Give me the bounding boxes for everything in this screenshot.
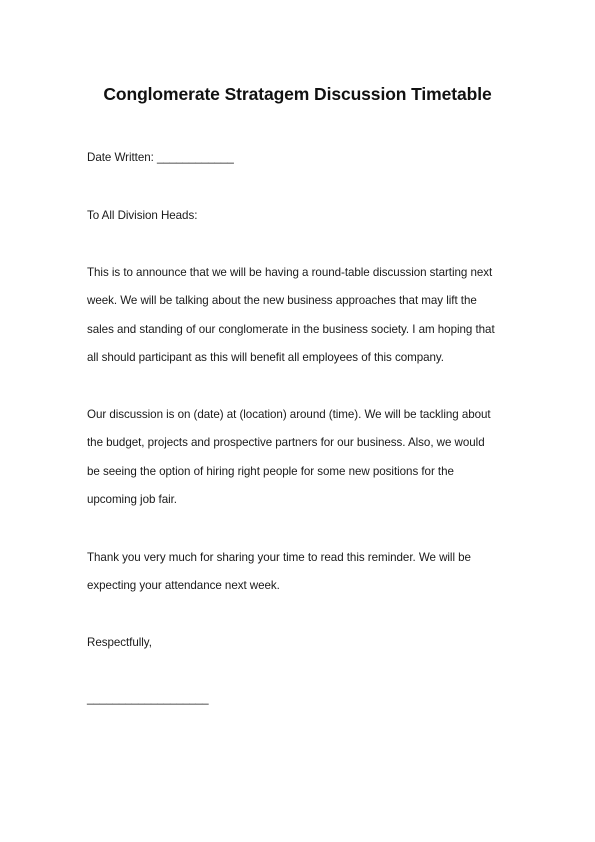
paragraph-line: sales and standing of our conglomerate in the business society. I am hoping that [87, 322, 495, 336]
paragraph-details [87, 401, 507, 514]
paragraph-line: all should participant as this will benefit all employees of this company. [87, 350, 444, 364]
paragraph-line: Thank you very much for sharing your time to read this reminder. We will be [87, 551, 471, 564]
paragraph-line: This is to announce that we will be having a round-table discussion starting next [87, 266, 493, 279]
signature-line: ___________________ [87, 692, 209, 705]
paragraph-line: Our discussion is on (date) at (location) around (time). We will be tackling about [87, 408, 491, 421]
paragraph-announcement [87, 259, 507, 372]
date-written-line: Date Written: ____________ [87, 151, 234, 164]
paragraph-line: upcoming job fair. [87, 492, 177, 506]
paragraph-thanks [87, 544, 507, 601]
paragraph-line: week. We will be talking about the new business approaches that may lift the [87, 294, 477, 308]
paragraph-line: the budget, projects and prospective partners for our business. Also, we would [87, 436, 485, 450]
document-title: Conglomerate Stratagem Discussion Timetable [103, 84, 492, 104]
paragraph-line: be seeing the option of hiring right people for some new positions for the [87, 464, 454, 478]
paragraph-line: expecting your attendance next week. [87, 579, 280, 593]
closing: Respectfully, [87, 636, 152, 649]
salutation: To All Division Heads: [87, 209, 198, 222]
